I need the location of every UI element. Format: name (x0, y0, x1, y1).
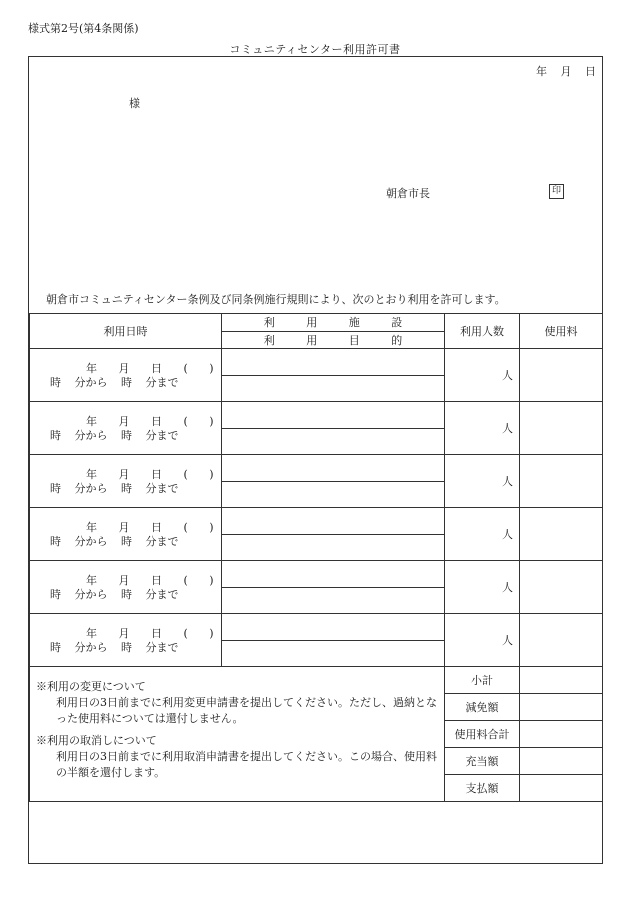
facility-purpose-cell[interactable] (222, 455, 445, 508)
time-placeholder: 時 分から 時 分まで (50, 588, 179, 601)
facility-purpose-cell[interactable] (222, 614, 445, 667)
notes-cell (30, 667, 445, 802)
fee-cell[interactable] (520, 402, 603, 455)
facility-blank[interactable] (222, 561, 444, 588)
date-placeholder: 年 月 日 ( ) (86, 468, 214, 481)
cancel-notice-heading: ※利用の取消しについて (36, 734, 157, 747)
reduction-value[interactable] (520, 694, 603, 721)
fee-total-label: 使用料合計 (445, 721, 520, 748)
date-placeholder: 年 月 日 ( ) (86, 627, 214, 640)
facility-blank[interactable] (222, 508, 444, 535)
people-cell[interactable]: 人 (445, 561, 520, 614)
subtotal-label: 小計 (445, 667, 520, 694)
form-number-label: 様式第2号(第4条関係) (28, 22, 139, 35)
date-placeholder: 年 月 日 ( ) (86, 362, 214, 375)
fee-cell[interactable] (520, 455, 603, 508)
purpose-blank[interactable] (222, 429, 444, 455)
facility-blank[interactable] (222, 614, 444, 641)
subtotal-value[interactable] (520, 667, 603, 694)
fee-cell[interactable] (520, 561, 603, 614)
permit-statement: 朝倉市コミュニティセンター条例及び同条例施行規則により、次のとおり利用を許可します。 (46, 293, 506, 306)
fee-total-value[interactable] (520, 721, 603, 748)
fee-cell[interactable] (520, 614, 603, 667)
change-notice-body: 利用日の3日前までに利用変更申請書を提出してください。ただし、過納となった使用料については還付しません。 (56, 696, 437, 725)
people-cell[interactable]: 人 (445, 508, 520, 561)
document-title: コミュニティセンター利用許可書 (229, 43, 401, 56)
facility-purpose-cell[interactable] (222, 508, 445, 561)
addressee-suffix: 様 (129, 97, 140, 110)
table-row (30, 614, 603, 667)
fee-cell[interactable] (520, 508, 603, 561)
table-row (30, 561, 603, 614)
header-people: 利用人数 (445, 314, 520, 349)
facility-blank[interactable] (222, 349, 444, 376)
purpose-blank[interactable] (222, 641, 444, 667)
purpose-blank[interactable] (222, 376, 444, 402)
date-placeholder: 年 月 日 ( ) (86, 521, 214, 534)
table-header-row (30, 314, 603, 349)
facility-blank[interactable] (222, 455, 444, 482)
datetime-cell (30, 614, 222, 667)
payment-value[interactable] (520, 775, 603, 802)
usage-table (29, 313, 603, 802)
payment-label: 支払額 (445, 775, 520, 802)
datetime-cell (30, 455, 222, 508)
people-cell[interactable]: 人 (445, 614, 520, 667)
permit-form-frame (28, 56, 603, 864)
datetime-cell (30, 349, 222, 402)
purpose-blank[interactable] (222, 588, 444, 614)
fee-cell[interactable] (520, 349, 603, 402)
datetime-cell (30, 508, 222, 561)
facility-blank[interactable] (222, 402, 444, 429)
people-cell[interactable]: 人 (445, 455, 520, 508)
allocation-label: 充当額 (445, 748, 520, 775)
facility-purpose-cell[interactable] (222, 402, 445, 455)
allocation-value[interactable] (520, 748, 603, 775)
time-placeholder: 時 分から 時 分まで (50, 482, 179, 495)
usage-table-area (29, 313, 602, 802)
header-fee: 使用料 (520, 314, 603, 349)
header-purpose: 利 用 目 的 (263, 333, 417, 347)
table-row (30, 455, 603, 508)
people-cell[interactable]: 人 (445, 349, 520, 402)
facility-purpose-cell[interactable] (222, 561, 445, 614)
table-row (30, 402, 603, 455)
seal-mark: 印 (549, 184, 564, 199)
issue-date-line: 年 月 日 (536, 65, 596, 78)
people-cell[interactable]: 人 (445, 402, 520, 455)
facility-purpose-cell[interactable] (222, 349, 445, 402)
date-placeholder: 年 月 日 ( ) (86, 415, 214, 428)
summary-row-subtotal (30, 667, 603, 694)
time-placeholder: 時 分から 時 分まで (50, 641, 179, 654)
cancel-notice-body: 利用日の3日前までに利用取消申請書を提出してください。この場合、使用料の半額を還付します。 (56, 750, 437, 779)
header-datetime: 利用日時 (30, 314, 222, 349)
datetime-cell (30, 561, 222, 614)
time-placeholder: 時 分から 時 分まで (50, 535, 179, 548)
purpose-blank[interactable] (222, 535, 444, 561)
issuer-name: 朝倉市長 (386, 187, 430, 200)
table-row (30, 349, 603, 402)
datetime-cell (30, 402, 222, 455)
header-facility: 利 用 施 設 (222, 314, 444, 332)
change-notice-heading: ※利用の変更について (36, 680, 146, 693)
header-facility-purpose (222, 314, 445, 349)
time-placeholder: 時 分から 時 分まで (50, 376, 179, 389)
reduction-label: 減免額 (445, 694, 520, 721)
table-row (30, 508, 603, 561)
purpose-blank[interactable] (222, 482, 444, 508)
date-placeholder: 年 月 日 ( ) (86, 574, 214, 587)
time-placeholder: 時 分から 時 分まで (50, 429, 179, 442)
